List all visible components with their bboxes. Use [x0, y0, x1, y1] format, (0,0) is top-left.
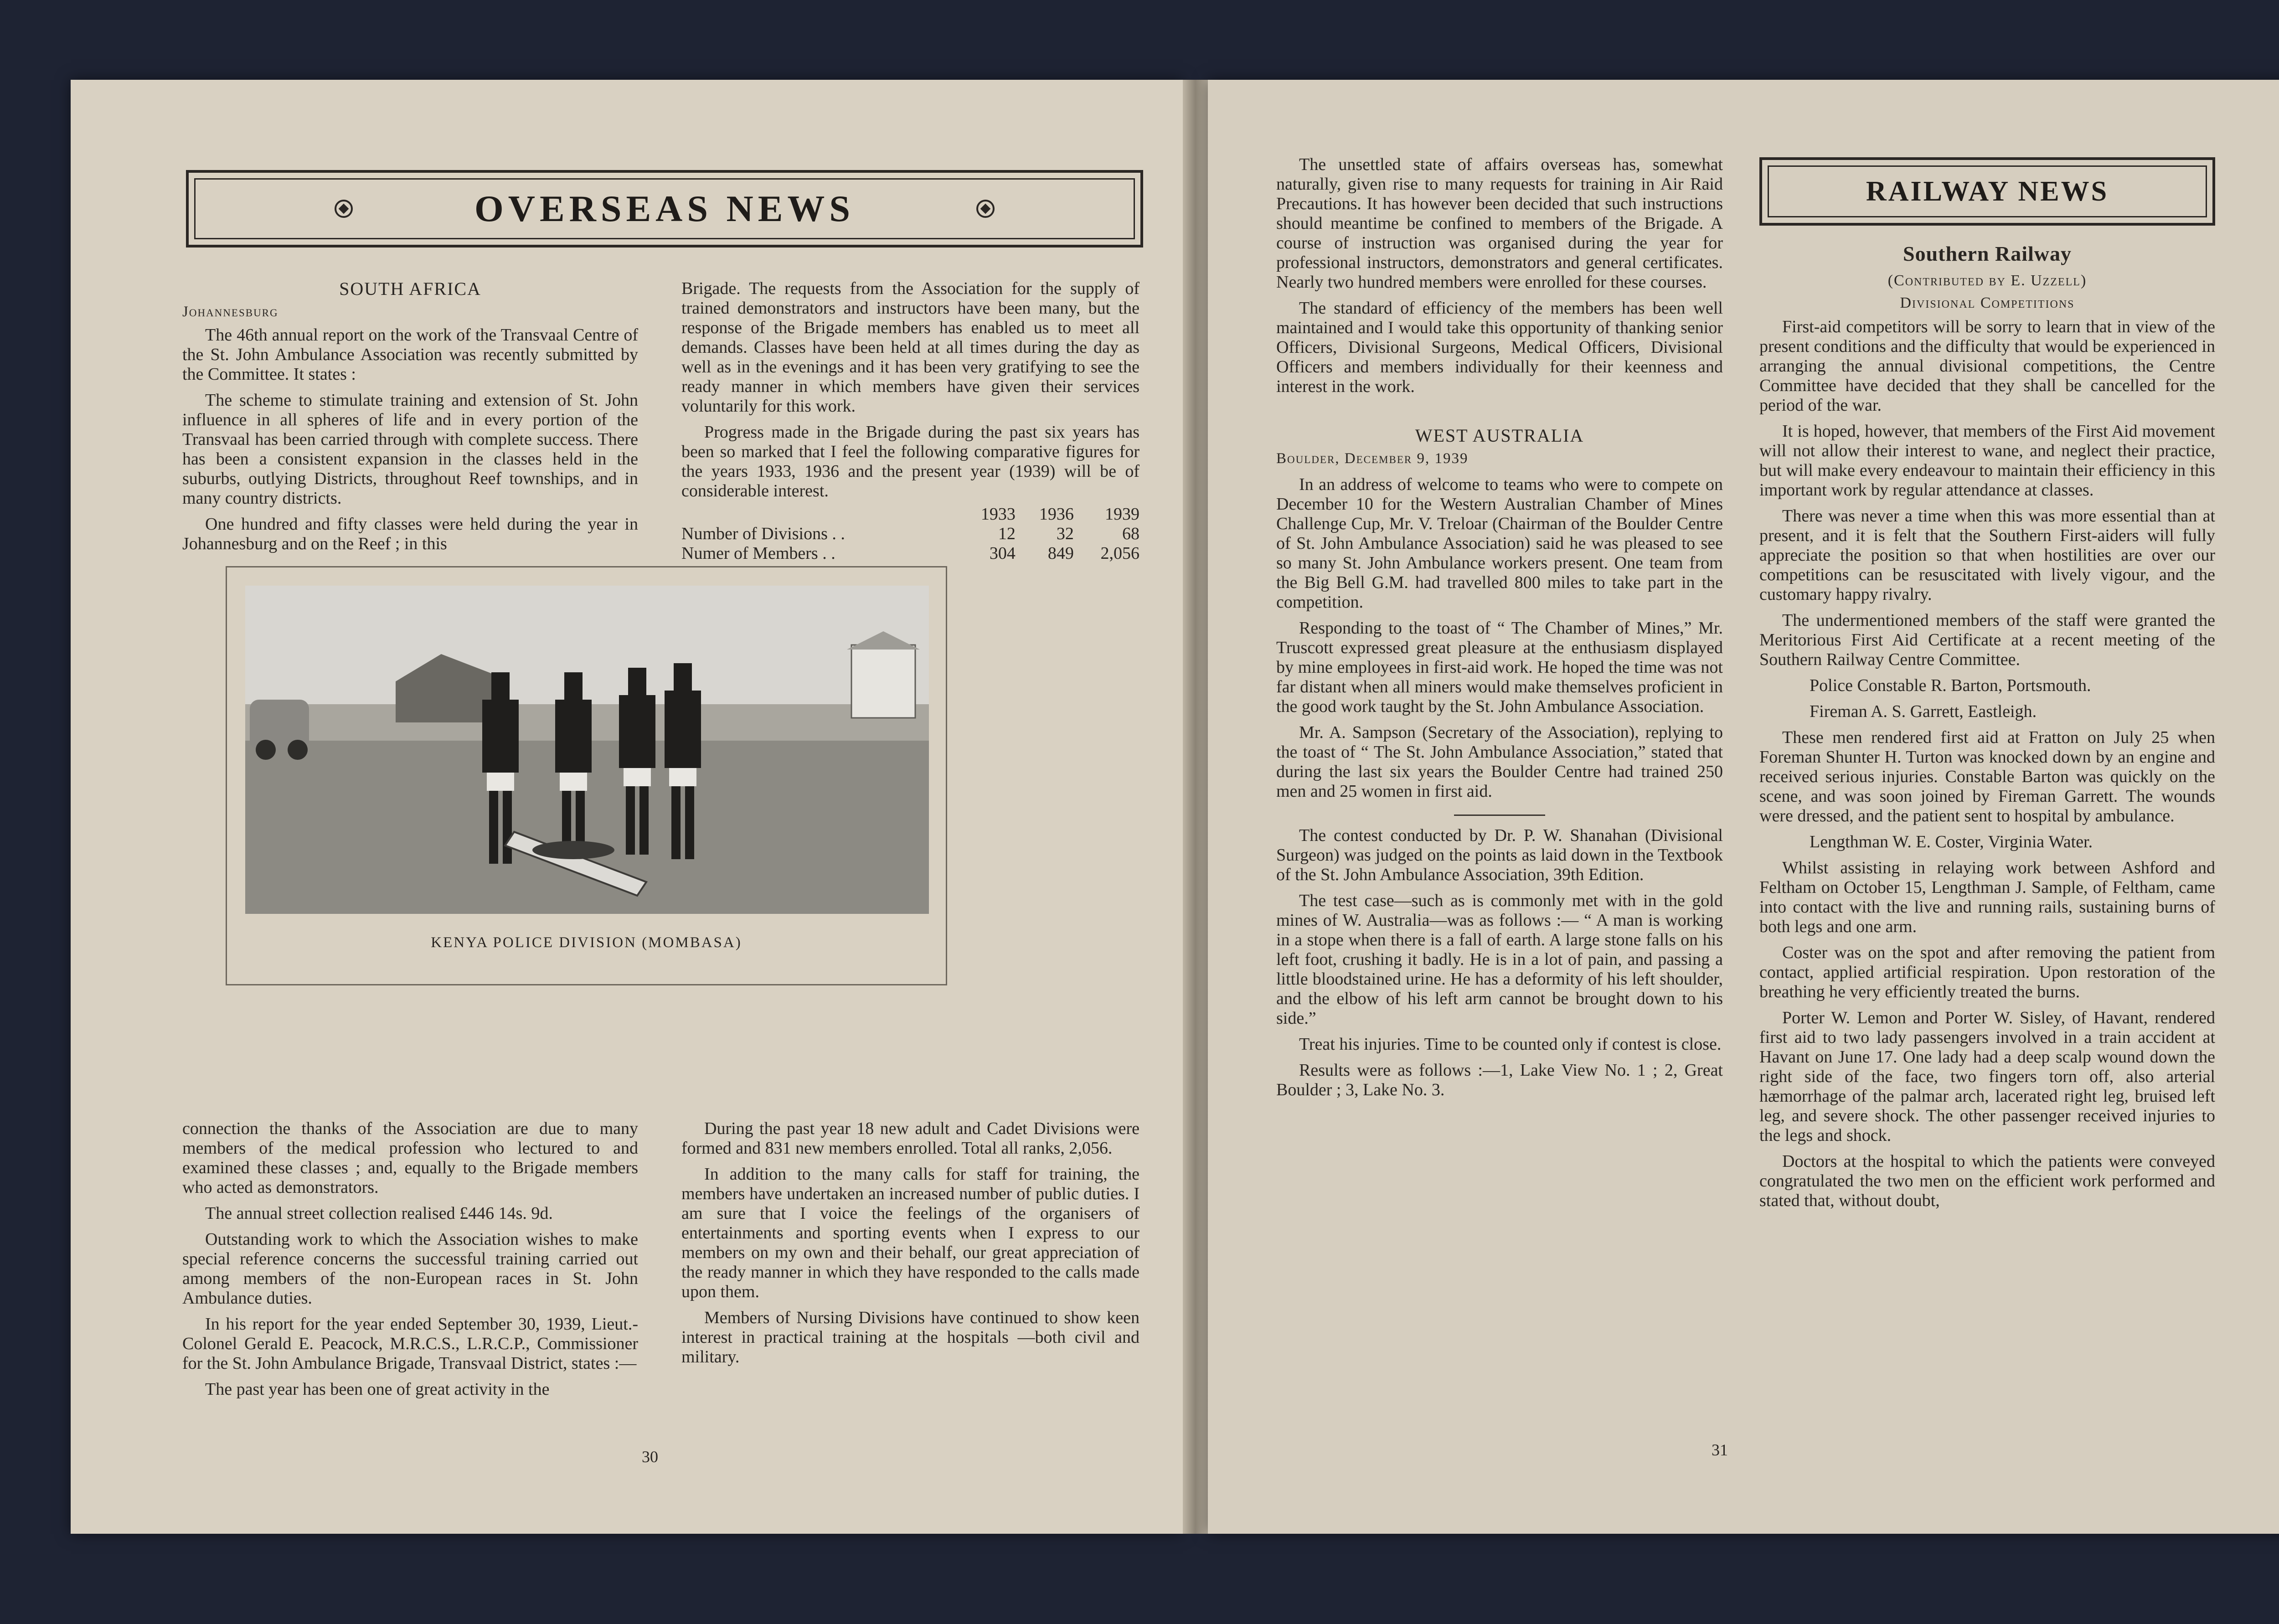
paragraph: There was never a time when this was more essential than at present, and it is felt that the Southern First-aiders will fully appreciate the position so that when hostilities are over our competitions can be resuscitated with lively vigour, and the customary happy rivalry.	[1759, 506, 2215, 604]
section-heading: WEST AUSTRALIA	[1415, 425, 1584, 446]
paragraph: During the past year 18 new adult and Cadet Divisions were formed and 831 new members enrolled. Total all ranks, 2,056.	[681, 1119, 1140, 1158]
paragraph: The standard of efficiency of the members has been well maintained and I would take this opportunity of thanking senior Officers, Divisional Surgeons, Medical Officers, Divisional Officers and members individually for their keenness and interest in the work.	[1276, 299, 1723, 396]
left-col2-top	[681, 279, 1140, 563]
paragraph: The annual street collection realised £446 14s. 9d.	[205, 1204, 553, 1223]
place-heading: Boulder, December 9, 1939	[1276, 450, 1469, 467]
section-divider	[1454, 815, 1545, 816]
paragraph: Coster was on the spot and after removing the patient from contact, applied artificial respiration. Upon restoration of the breathing he very efficiently treated the burns.	[1759, 943, 2215, 1001]
railway-heading: Southern Railway	[1903, 242, 2072, 265]
paragraph: Doctors at the hospital to which the patients were conveyed congratulated the two men on the efficient work performed and stated that, without doubt,	[1759, 1152, 2215, 1210]
paragraph: Mr. A. Sampson (Secretary of the Association), replying to the toast of “ The St. John Ambulance Association,” stated that during the last six years the Boulder Centre had trained 250 men and 25 women in first aid.	[1276, 723, 1723, 801]
paragraph: The contest conducted by Dr. P. W. Shanahan (Divisional Surgeon) was judged on the points as laid down in the Textbook of the St. John Ambulance Association, 39th Edition.	[1276, 826, 1723, 884]
left-col1-bottom	[182, 1119, 638, 1406]
paragraph: Responding to the toast of “ The Chamber of Mines,” Mr. Truscott expressed great pleasure at the enthusiasm displayed by mine employees in first-aid work. He hoped the time was not far distant when all miners would make themselves proficient in the good work taught by the St. John Ambulance Association.	[1276, 619, 1723, 716]
paragraph: One hundred and fifty classes were held during the year in Johannesburg and on the Reef ; in this	[182, 515, 638, 553]
cross-emblem-icon	[976, 200, 995, 218]
paragraph: Progress made in the Brigade during the past six years has been so marked that I feel the following comparative figures for the years 1933, 1936 and the present year (1939) will be of considerable interest.	[681, 423, 1140, 500]
paragraph: Porter W. Lemon and Porter W. Sisley, of Havant, rendered first aid to two lady passengers involved in a train accident at Havant on June 17. One lady had a deep scalp wound down the right side of the face, two fingers torn off, also arterial hæmorrhage of the palmar arch, lacerated right leg, bruised left leg, and severe shock. The other passenger received injuries to the legs and shock.	[1759, 1008, 2215, 1145]
paragraph: The past year has been one of great activity in the	[205, 1380, 550, 1399]
paragraph: The 46th annual report on the work of the Transvaal Centre of the St. John Ambulance Association was recently submitted by the Committee. It states :	[182, 325, 638, 384]
left-col1-top	[182, 279, 638, 560]
paragraph: First-aid competitors will be sorry to learn that in view of the present conditions and the difficulty that would be experienced in arranging the annual divisional competitions, the Centre Committee have decided that they shall be cancelled for the period of the war.	[1759, 317, 2215, 415]
right-col1	[1276, 155, 1723, 1106]
paragraph: Results were as follows :—1, Lake View No. 1 ; 2, Great Boulder ; 3, Lake No. 3.	[1276, 1061, 1723, 1099]
place-heading: Johannesburg	[182, 304, 278, 320]
paragraph: Whilst assisting in relaying work between Ashford and Feltham on October 15, Lengthman J. Sample, of Feltham, came into contact with the live and running rails, sustaining burns of both legs and one arm.	[1759, 858, 2215, 936]
kenya-police-photo	[245, 586, 929, 914]
award-name: Lengthman W. E. Coster, Virginia Water.	[1810, 832, 2093, 851]
cross-emblem-icon	[335, 200, 353, 218]
page-title: OVERSEAS NEWS	[474, 188, 855, 229]
paragraph: The test case—such as is commonly met with in the gold mines of W. Australia—was as follows :— “ A man is working in a stope when there is a fall of earth. A large stone falls on his left foot, crushing it badly. He is in a lot of pain, and passing a little bloodstained urine. He has a deformity of his left shoulder, and the elbow of his left arm cannot be brought down to his side.”	[1276, 891, 1723, 1028]
paragraph: In addition to the many calls for staff for training, the members have undertaken an increased number of public duties. I am sure that I voice the feelings of the organisers of entertainments and sporting events when I express to our members on my own and their behalf, our great appreciation of the ready manner in which they have responded to the calls made upon them.	[681, 1165, 1140, 1301]
photo-illustration	[245, 586, 929, 914]
left-col2-bottom	[681, 1119, 1140, 1373]
page-number: 31	[1712, 1441, 1728, 1459]
paragraph: Members of Nursing Divisions have continued to show keen interest in practical training at the hospitals —both civil and military.	[681, 1308, 1140, 1366]
section-title: RAILWAY NEWS	[1866, 175, 2109, 207]
photo-caption: KENYA POLICE DIVISION (MOMBASA)	[431, 934, 742, 951]
paragraph: The undermentioned members of the staff were granted the Meritorious First Aid Certificate at a recent meeting of the Southern Railway Centre Committee.	[1759, 611, 2215, 669]
paragraph: The unsettled state of affairs overseas has, somewhat naturally, given rise to many requests for training in Air Raid Precautions. It has however been decided that such instructions should meantime be confined to members of the Brigade. A course of instruction was organised during the year for professional instructors, demonstrators and general certificates. Nearly two hundred members were enrolled for these courses.	[1276, 155, 1723, 292]
table-row: Numer of Members . . 304 849 2,056	[681, 544, 1140, 563]
year-header: 1933	[980, 505, 1016, 524]
year-header: 1939	[1105, 505, 1140, 524]
paragraph: These men rendered first aid at Fratton on July 25 when Foreman Shunter H. Turton was knocked down by an engine and received serious injuries. Constable Barton was quickly on the scene, and was soon joined by Fireman Garrett. The wounds were dressed, and the patient sent to hospital by ambulance.	[1759, 728, 2215, 825]
award-name: Fireman A. S. Garrett, Eastleigh.	[1810, 702, 2037, 721]
page-number: 30	[642, 1448, 658, 1466]
right-col2	[1759, 244, 2215, 1217]
book-spine	[1183, 80, 1208, 1534]
subheading: Divisional Competitions	[1900, 294, 2075, 311]
photo-frame	[226, 566, 947, 985]
paragraph: In an address of welcome to teams who were to compete on December 10 for the Western Australian Chamber of Mines Challenge Cup, Mr. V. Treloar (Chairman of the Boulder Centre of St. John Ambulance Association) said he was pleased to see so many St. John Ambulance workers present. One team from the Big Bell G.M. had travelled 800 miles to take part in the competition.	[1276, 475, 1723, 612]
comparative-figures-table	[681, 505, 1140, 563]
paragraph: Treat his injuries. Time to be counted only if contest is close.	[1299, 1035, 1722, 1054]
paragraph: Brigade. The requests from the Association for the supply of trained demonstrators and instructors have been many, but the response of the Brigade members has enabled us to meet all demands. Classes have been held at all times during the day as well as in the evenings and it has been very gratifying to see the ready manner in which members have given their services voluntarily for this work.	[681, 279, 1140, 416]
paragraph: connection the thanks of the Association are due to many members of the medical profession who lectured to and examined these classes ; and, equally to the Brigade members who acted as demonstrators.	[182, 1119, 638, 1197]
paragraph: It is hoped, however, that members of the First Aid movement will not allow their interest to wane, and neglect their practice, but will make every endeavour to maintain their efficiency in this important work by regular attendance at classes.	[1759, 422, 2215, 500]
railway-news-title-box	[1759, 157, 2215, 226]
year-header: 1936	[1039, 505, 1074, 524]
table-row: Number of Divisions . . 12 32 68	[681, 524, 1140, 543]
overseas-news-title-box	[186, 170, 1143, 247]
section-heading: SOUTH AFRICA	[339, 278, 481, 299]
paragraph: The scheme to stimulate training and extension of St. John influence in all spheres of life and in every portion of the Transvaal has been carried through with complete success. There has been a consistent expansion in the classes held in the suburbs, outlying Districts, throughout Reef townships, and in many country districts.	[182, 391, 638, 508]
contributor-line: (Contributed by E. Uzzell)	[1887, 272, 2087, 289]
paragraph: Outstanding work to which the Association wishes to make special reference concerns the successful training carried out among members of the non-European races in St. John Ambulance duties.	[182, 1230, 638, 1308]
award-name: Police Constable R. Barton, Portsmouth.	[1810, 676, 2091, 695]
paragraph: In his report for the year ended September 30, 1939, Lieut.-Colonel Gerald E. Peacock, M.R.C.S., L.R.C.P., Commissioner for the St. John Ambulance Brigade, Transvaal District, states :—	[182, 1315, 638, 1373]
